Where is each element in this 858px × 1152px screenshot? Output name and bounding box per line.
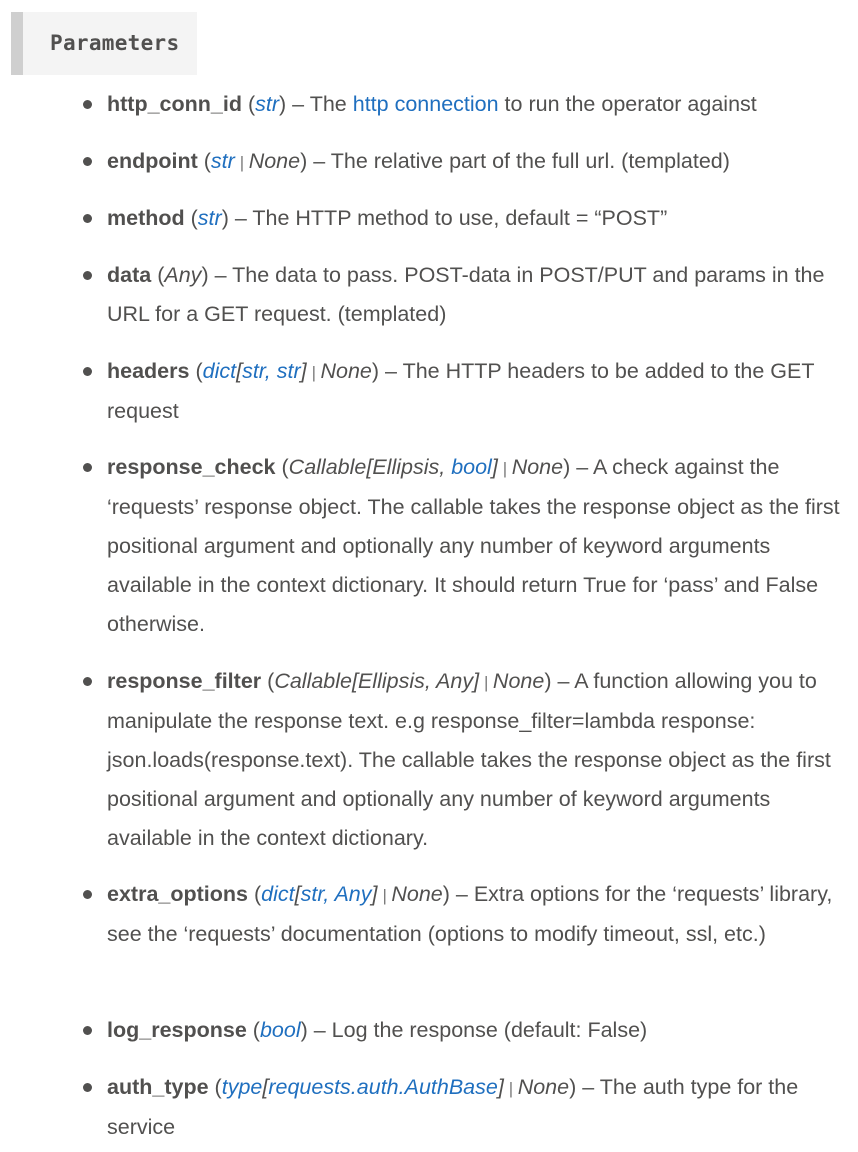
param-response-filter [107,662,852,858]
param-name: data [107,263,152,287]
parameters-heading [11,12,197,75]
type-none: None [391,882,443,906]
param-data [107,256,852,334]
type-open-paren: ( [252,1018,260,1042]
bullet-icon [83,157,92,166]
type-bracket-close: ] [497,1075,504,1099]
bullet-icon [83,214,92,223]
type-none: None [511,455,564,479]
type-separator: | [503,1079,518,1098]
type-separator: | [234,153,249,172]
type-bracket-close: ] [491,455,498,479]
type-separator: | [497,459,512,478]
type-separator: | [479,673,493,692]
type-open-paren: ( [190,206,198,230]
param-description: to run the operator against [498,92,757,116]
type-link-type[interactable]: type [221,1075,263,1099]
type-bracket-open: [ [294,882,301,906]
param-name: http_conn_id [107,92,242,116]
param-http-conn-id [107,85,852,124]
type-none: None [320,359,372,383]
bullet-icon [83,271,92,280]
type-open-paren: ( [203,149,211,173]
bullet-icon [83,1026,92,1035]
type-close-paren: ) [442,882,450,906]
type-bracket-open: [ [236,359,243,383]
param-desc-prefix: – The [286,92,353,116]
param-description: – The auth type for the service [107,1075,799,1139]
type-link-str[interactable]: str [210,149,235,173]
param-extra-options [107,875,852,954]
param-description: – A function allowing you to manipulate the response text. e.g response_filter=lambda response: json.loads(response.text). The callable takes the response object as the first positional argument and optionally any number of keyword arguments available in the context dictionary. [107,669,831,850]
param-method [107,199,852,238]
param-name: response_check [107,455,276,479]
type-open-paren: ( [195,359,203,383]
type-close-paren: ) [371,359,380,383]
parameters-heading-label: Parameters [50,31,180,55]
bullet-icon [83,100,92,109]
param-description: – A check against the ‘requests’ response object. The callable takes the response object as the first positional argument and optionally any number of keyword arguments available in the context dictionary. It should return True for ‘pass’ and False otherwise. [107,455,840,636]
type-bracket-close: ] [300,359,307,383]
type-close-paren: ) [569,1075,577,1099]
type-open-paren: ( [253,882,262,906]
param-description: – The relative part of the full url. (templated) [307,149,730,173]
http-connection-link[interactable]: http connection [352,92,499,116]
type-link-dict[interactable]: dict [202,359,237,383]
bullet-icon [83,367,92,376]
type-open-paren: ( [214,1075,222,1099]
param-description: – The HTTP method to use, default = “POST” [228,206,668,230]
type-link-dict[interactable]: dict [261,882,295,906]
param-response-check [107,448,852,644]
type-close-paren: ) [201,263,209,287]
type-separator: | [306,363,321,382]
param-log-response [107,1011,852,1050]
type-open-paren: ( [267,669,275,693]
type-callable: Callable[Ellipsis, [288,455,452,479]
type-any: Any [164,263,202,287]
type-callable: Callable[Ellipsis, Any] [274,669,480,693]
type-separator: | [377,886,392,905]
type-close-paren: ) [544,669,552,693]
type-close-paren: ) [300,149,308,173]
param-name: endpoint [107,149,198,173]
param-name: log_response [107,1018,247,1042]
type-open-paren: ( [247,92,256,116]
bullet-icon [83,463,92,472]
type-none: None [492,669,545,693]
param-name: headers [107,359,190,383]
type-none: None [248,149,301,173]
type-link-str-str[interactable]: str, str [242,359,301,383]
param-description: – The data to pass. POST-data in POST/PUT and params in the URL for a GET request. (templated) [107,263,825,326]
type-close-paren: ) [563,455,571,479]
param-name: response_filter [107,669,262,693]
type-link-authbase[interactable]: requests.auth.AuthBase [268,1075,498,1099]
type-none: None [517,1075,570,1099]
type-bracket-close: ] [371,882,378,906]
param-description: – Extra options for the ‘requests’ library, see the ‘requests’ documentation (options to modify timeout, ssl, etc.) [107,882,833,946]
bullet-icon [83,890,92,899]
param-name: method [107,206,185,230]
type-link-str[interactable]: str [255,92,280,116]
type-open-paren: ( [281,455,289,479]
type-bracket-open: [ [262,1075,269,1099]
param-headers [107,352,852,431]
type-close-paren: ) [300,1018,308,1042]
param-auth-type [107,1068,852,1147]
type-close-paren: ) [279,92,287,116]
type-link-bool[interactable]: bool [451,455,492,479]
bullet-icon [83,677,92,686]
type-link-str-any[interactable]: str, Any [300,882,372,906]
param-description: – The HTTP headers to be added to the GET request [107,359,815,423]
type-link-bool[interactable]: bool [259,1018,301,1042]
type-link-str[interactable]: str [197,206,222,230]
type-close-paren: ) [221,206,229,230]
type-open-paren: ( [157,263,165,287]
param-name: extra_options [107,882,248,906]
param-name: auth_type [107,1075,209,1099]
bullet-icon [83,1083,92,1092]
param-description: – Log the response (default: False) [307,1018,648,1042]
param-endpoint [107,142,852,182]
